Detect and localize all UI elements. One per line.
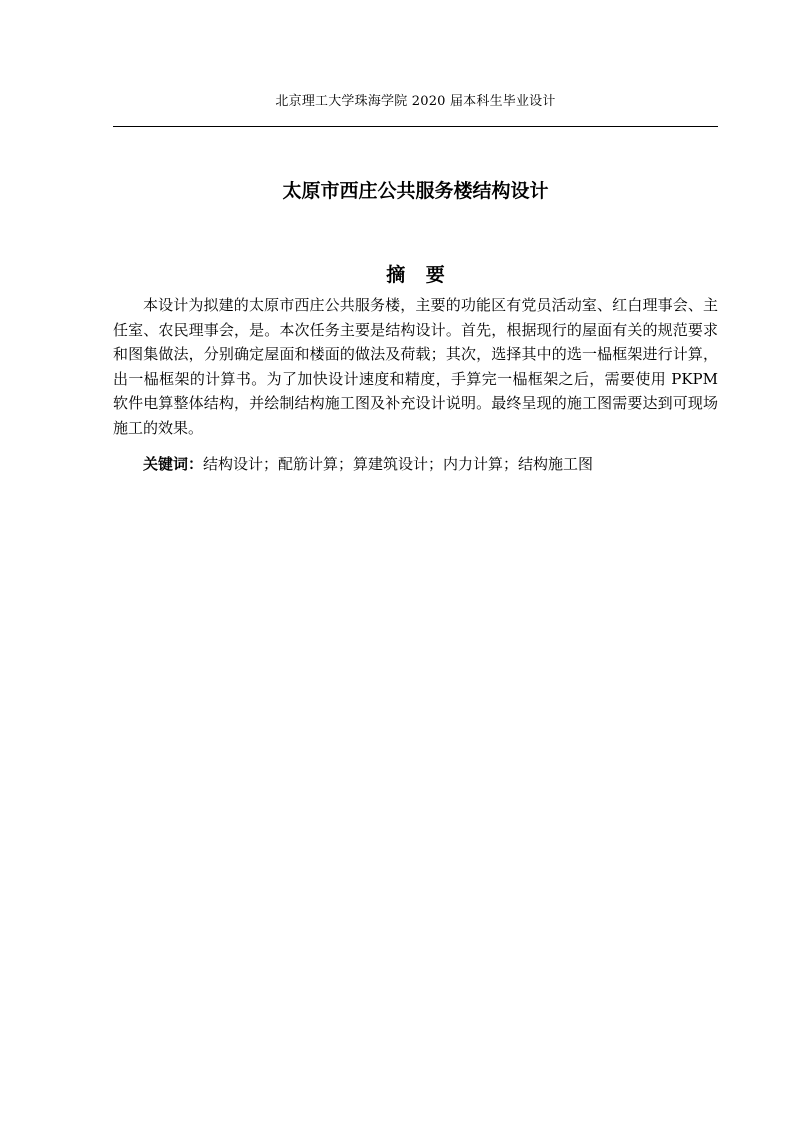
keywords-label: 关键词： [143, 455, 204, 473]
abstract-heading: 摘 要 [386, 264, 445, 286]
header-divider [113, 126, 718, 127]
abstract-paragraph: 本设计为拟建的太原市西庄公共服务楼，主要的功能区有党员活动室、红白理事会、主任室、农民理事会，是。本次任务主要是结构设计。首先，根据现行的屋面有关的规范要求和图集做法，分别确定屋面和楼面的做法及荷载；其次，选择其中的选一榀框架进行计算，出一榀框架的计算书。为了加快设计速度和精度，手算完一榀框架之后，需要使用 PKPM 软件电算整体结构，并绘制结构施工图及补充设计说明。最终呈现的施工图需要达到可现场施工的效果。 [113, 296, 718, 437]
keywords-list: 结构设计；配筋计算；算建筑设计；内力计算；结构施工图 [203, 455, 594, 473]
document-title: 太原市西庄公共服务楼结构设计 [282, 180, 549, 202]
keywords-line [113, 452, 718, 477]
running-header: 北京理工大学珠海学院 2020 届本科生毕业设计 [275, 94, 556, 109]
